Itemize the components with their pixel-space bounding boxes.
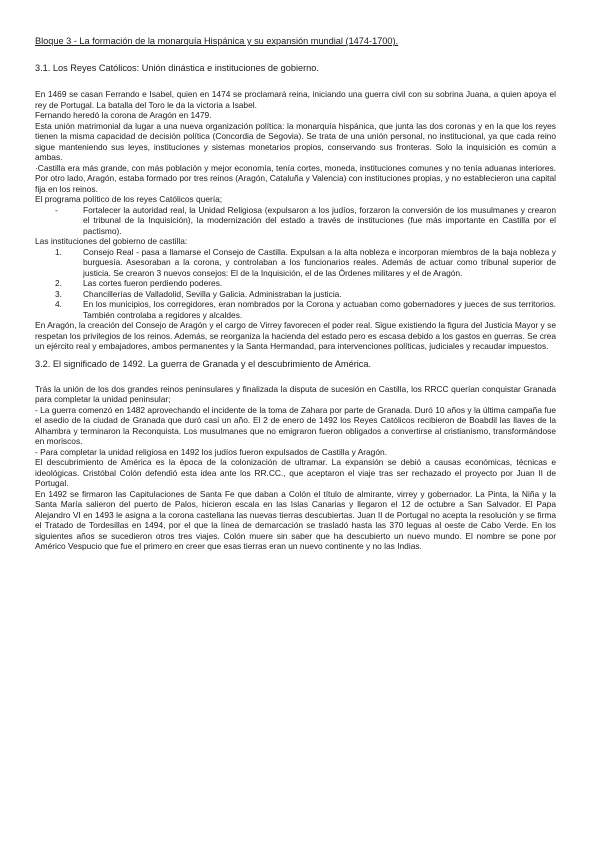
program-list-item: - Fortalecer la autoridad real, la Unidad Religiosa (expulsaron a los judíos, forzaron la conversión de los musulmanes y crearon el tribunal de la Inquisición), la modernización del estado a través de instituciones (fue más importante en Castilla por el pactismo).	[55, 205, 556, 237]
list-number: 4.	[55, 299, 62, 309]
list-number: 1.	[55, 246, 62, 257]
institutions-list	[35, 247, 556, 321]
section-1-paragraph: Fernando heredó la corona de Aragón en 1479.	[35, 110, 212, 120]
section-2-paragraph: - Para completar la unidad religiosa en 1492 los judíos fueron expulsados de Castilla y Aragón.	[35, 446, 387, 457]
section-1-paragraph: El programa político de los reyes Católicos quería;	[35, 194, 223, 204]
institutions-intro: Las instituciones del gobierno de castilla:	[35, 236, 188, 246]
section-1-paragraph: ·Castilla era más grande, con más población y mejor economía, tenía cortes, moneda, instituciones comunes y no tenía aduanas interiores. Por otro lado, Aragón, estaba formado por tres reinos (Aragón, Cataluña y Valencia) con instituciones propias, y no establecieron una capital fija en los reinos.	[35, 162, 556, 194]
section-2-paragraph: Trás la unión de los dos grandes reinos peninsulares y finalizada la disputa de sucesión en Castilla, los RRCC querían conquistar Granada para completar la unidad peninsular;	[35, 383, 556, 404]
list-text: Las cortes fueron perdiendo poderes.	[83, 278, 223, 288]
list-number: 3.	[55, 288, 62, 299]
section-2-paragraph: En 1492 se firmaron las Capitulaciones de Santa Fe que daban a Colón el título de almirante, virrey y gobernador. La Pinta, la Niña y la Santa María salieron del puerto de Palos, hicieron escala en las Islas Canarias y llegaron el 12 de octubre a San Salvador. El Papa Alejandro VI en 1493 le asigna a la corona castellana las nuevas tierras descubiertas. Juan II de Portugal no acepta la resolución y se firma el Tratado de Tordesillas en 1494, por el que la línea de demarcación se trasladó hasta las 370 leguas al oeste de Cabo Verde. En los siguientes años se sucedieron otros tres viajes. Colón muere sin saber que ha descubierto un nuevo mundo. El nombre se pone por Américo Vespucio que fue el primero en creer que esas tierras eran un nuevo continente y no las Indias.	[35, 488, 556, 551]
list-text: En los municipios, los corregidores, eran nombrados por la Corona y actuaban como gobernadores y jueces de sus territorios. También controlaba a regidores y alcaldes.	[83, 299, 556, 320]
institutions-list-item	[55, 247, 556, 279]
section-1-heading: 3.1. Los Reyes Católicos: Unión dinástica e instituciones de gobierno.	[35, 63, 319, 73]
list-number: 2.	[55, 278, 62, 288]
program-list	[35, 205, 556, 237]
section-1-closing: En Aragón, la creación del Consejo de Aragón y el cargo de Virrey favorecen el poder real. Sigue existiendo la figura del Justicia Mayor y se respetan los privilegios de los reinos. Además, se reorganiza la hacienda del estado pero es escasa debido a los gastos en guerras. Se crea un ejército real y embajadores, ambos permanentes y la Santa Hermandad, para intervenciones políticas, judiciales y recaudar impuestos.	[35, 320, 556, 351]
section-1-paragraph: Esta unión matrimonial da lugar a una nueva organización política: la monarquía hispánica, que junta las dos coronas y en la que los reyes tienen la misma capacidad de decisión política (Concordia de Segovia). Se trata de una unión personal, no institucional, ya que cada reino sigue manteniendo sus leyes, instituciones y sistemas monetarios propios, conservando sus fronteras. Solo la inquisición es común a ambas.	[35, 120, 556, 162]
list-text: Chancillerías de Valladolid, Sevilla y Galicia. Administraban la justicia.	[83, 288, 342, 299]
section-2-paragraph: - La guerra comenzó en 1482 aprovechando el incidente de la toma de Zahara por parte de Granada. Duró 10 años y la última campaña fue el asedio de la ciudad de Granada que duró casi un año. El 2 de enero de 1492 los Reyes Católicos recibieron de Boabdil las llaves de la Alhambra y terminaron la Reconquista. Los musulmanes que no emigraron fueron obligados a convertirse al cristianismo, transformándose en moriscos.	[35, 404, 556, 446]
institutions-list-item	[55, 299, 556, 320]
list-text: Consejo Real - pasa a llamarse el Consejo de Castilla. Expulsan a la alta nobleza e incorporan miembros de la baja nobleza y burguesía. Asesoraban a la corona, y controlaban a los funcionarios reales. Además de actuar como tribunal superior de justicia. Se crearon 3 nuevos consejos: El de la Inquisición, el de las Órdenes militares y el de Aragón.	[83, 246, 556, 278]
section-2-heading: 3.2. El significado de 1492. La guerra de Granada y el descubrimiento de América.	[35, 358, 372, 369]
document-title: Bloque 3 - La formación de la monarquía Hispánica y su expansión mundial (1474-1700).	[35, 36, 399, 46]
section-1-paragraph: En 1469 se casan Ferrando e Isabel, quien en 1474 se proclamará reina, iniciando una guerra civil con su sobrina Juana, a quien apoya el rey de Portugal. La batalla del Toro le da la victoria a Isabel.	[35, 89, 556, 110]
institutions-list-item	[55, 289, 556, 300]
section-2-paragraph: El descubrimiento de América es la época de la colonización de ultramar. La expansión se debió a causas económicas, técnicas e ideológicas. Cristóbal Colón defendió esta idea ante los RR.CC., que aceptaron el viaje tras ser rechazado el proyecto por Juan II de Portugal.	[35, 457, 556, 488]
institutions-list-item	[55, 278, 556, 289]
